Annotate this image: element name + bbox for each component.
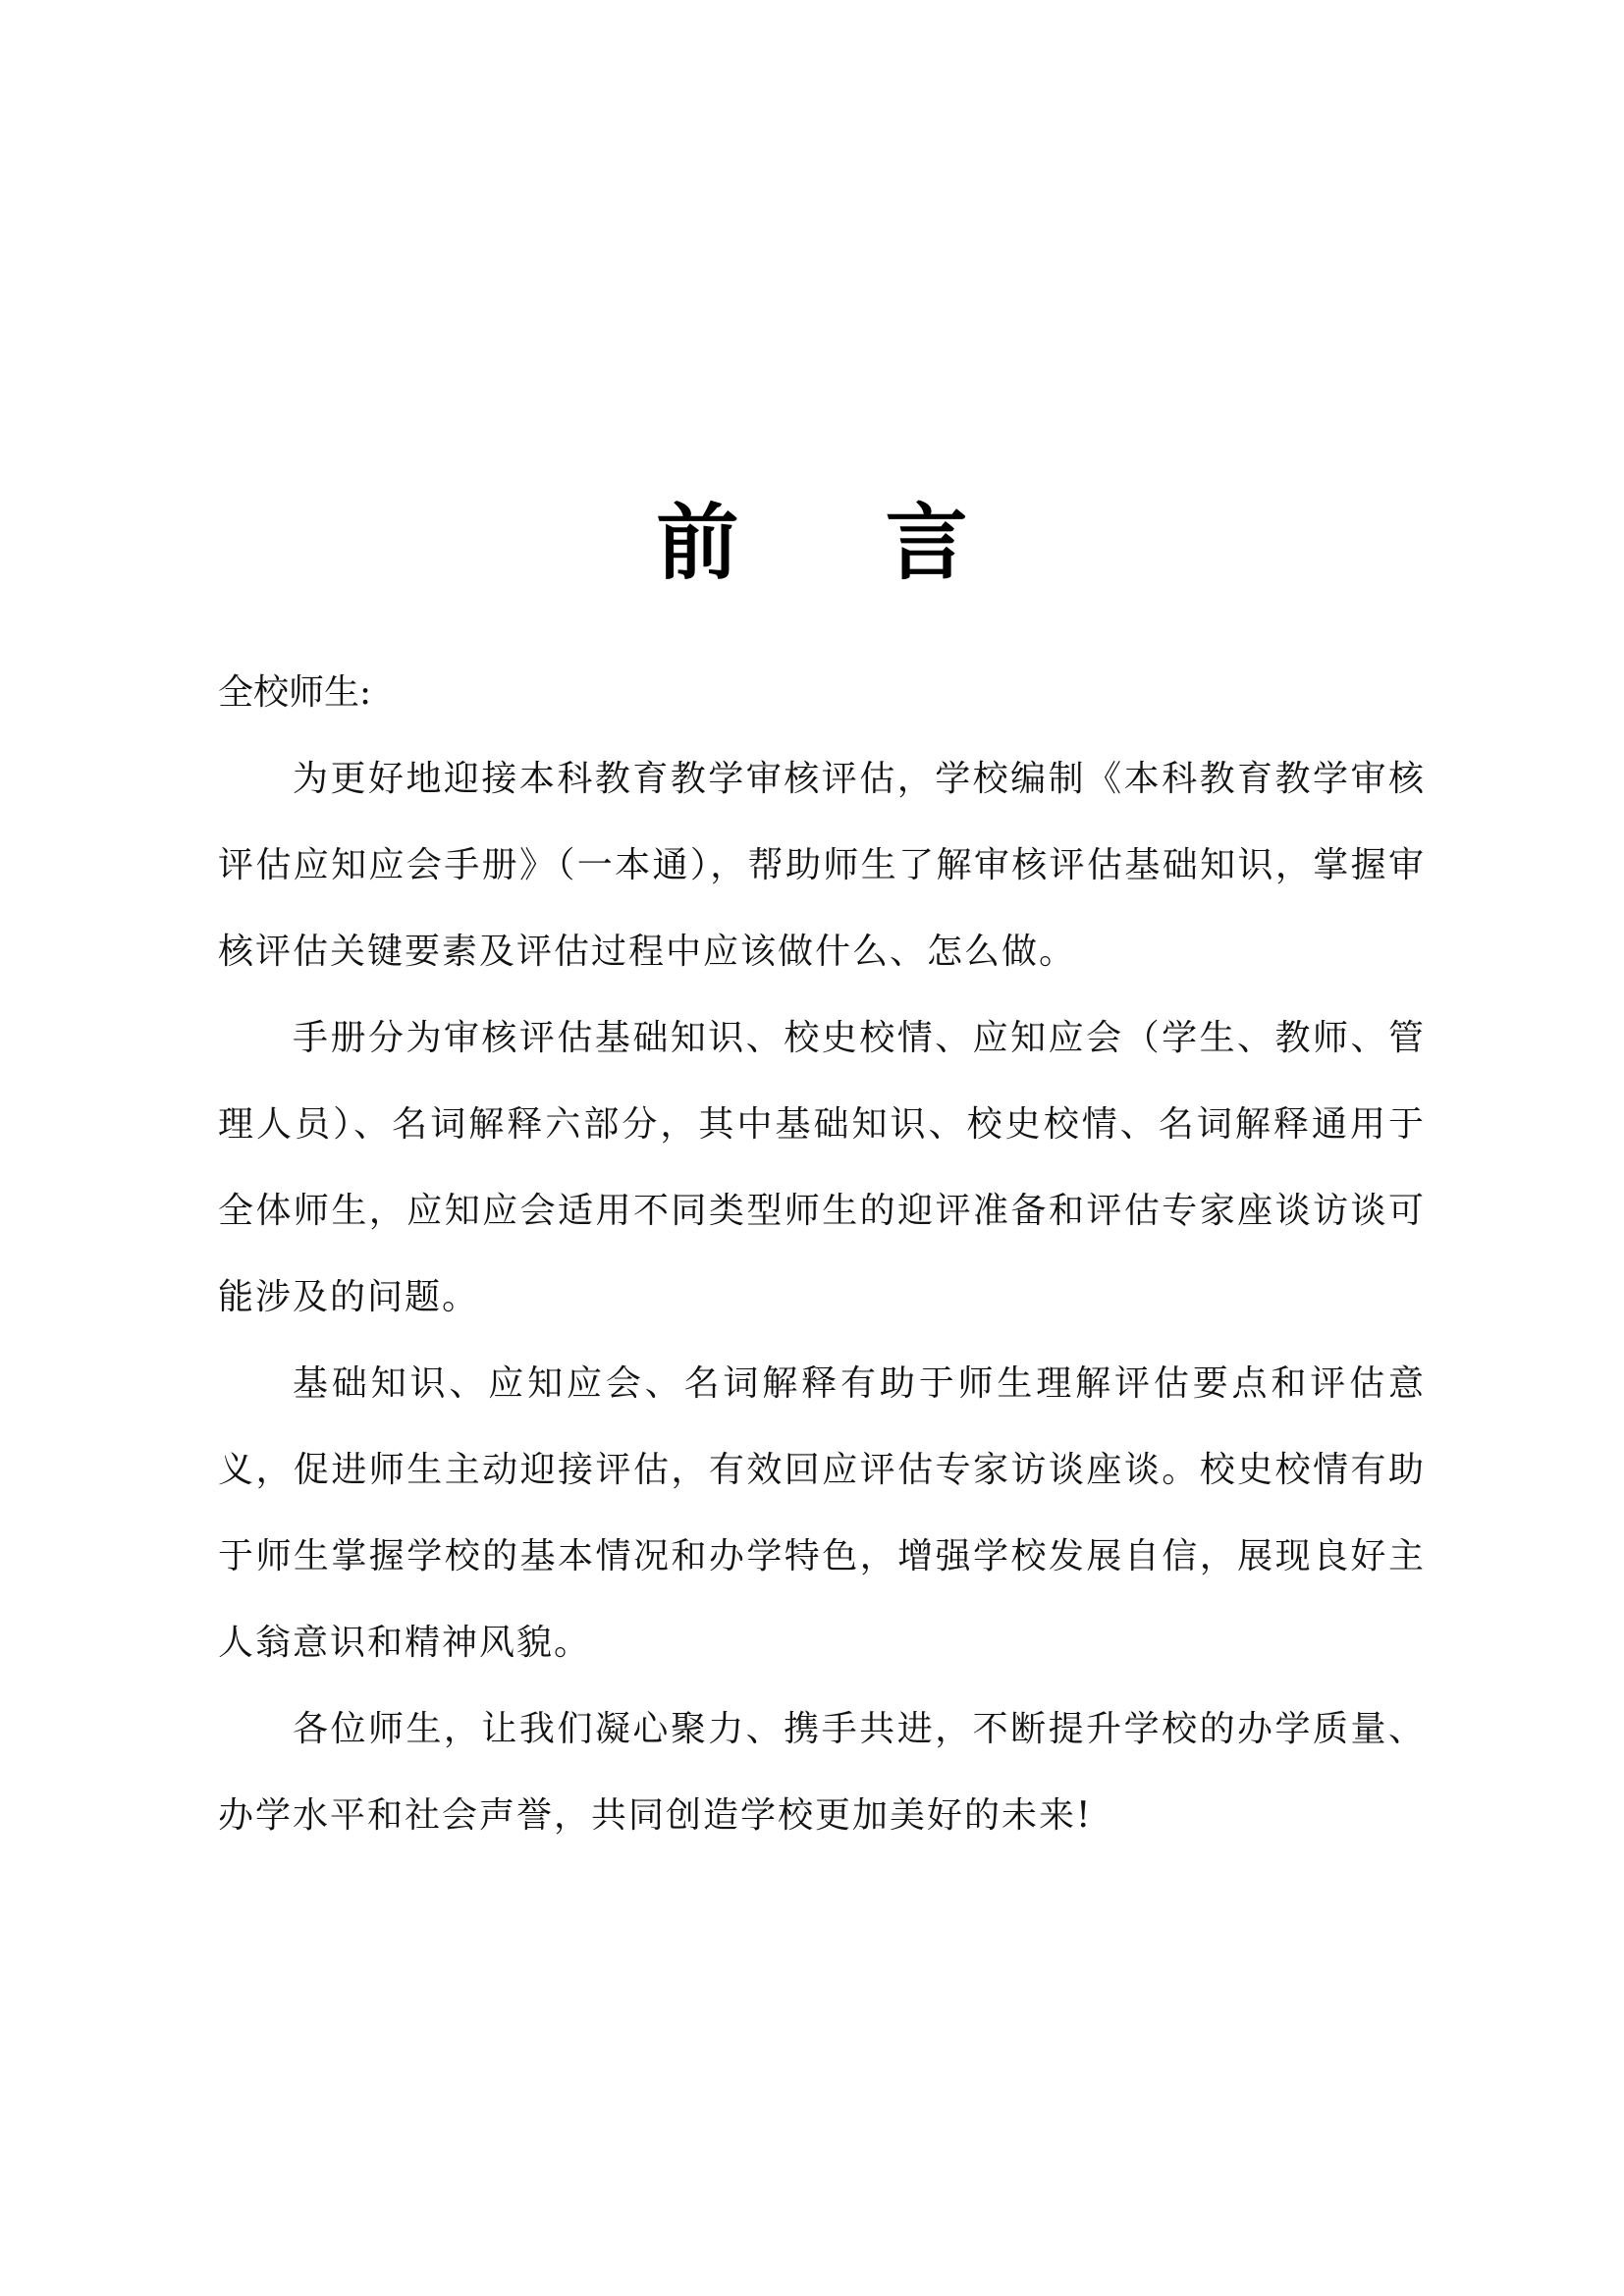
paragraph-purpose: 基础知识、应知应会、名词解释有助于师生理解评估要点和评估意义，促进师生主动迎接评估，有效回应评估专家访谈座谈。校史校情有助于师生掌握学校的基本情况和办学特色，增强学校发展自信，展现良好主人翁意识和精神风貌。	[218, 1363, 1426, 1663]
paragraph-closing: 各位师生，让我们凝心聚力、携手共进，不断提升学校的办学质量、办学水平和社会声誉，共同创造学校更加美好的未来!	[218, 1709, 1426, 1836]
page-title: 前 言	[656, 495, 1027, 591]
paragraph-intro: 为更好地迎接本科教育教学审核评估，学校编制《本科教育教学审核评估应知应会手册》（一本通），帮助师生了解审核评估基础知识，掌握审核评估关键要素及评估过程中应该做什么、怎么做。	[218, 759, 1426, 972]
paragraph-structure: 手册分为审核评估基础知识、校史校情、应知应会（学生、教师、管理人员）、名词解释六部分，其中基础知识、校史校情、名词解释通用于全体师生，应知应会适用不同类型师生的迎评准备和评估专家座谈访谈可能涉及的问题。	[218, 1018, 1426, 1317]
document-body	[218, 650, 1426, 1859]
salutation: 全校师生:	[218, 672, 372, 713]
